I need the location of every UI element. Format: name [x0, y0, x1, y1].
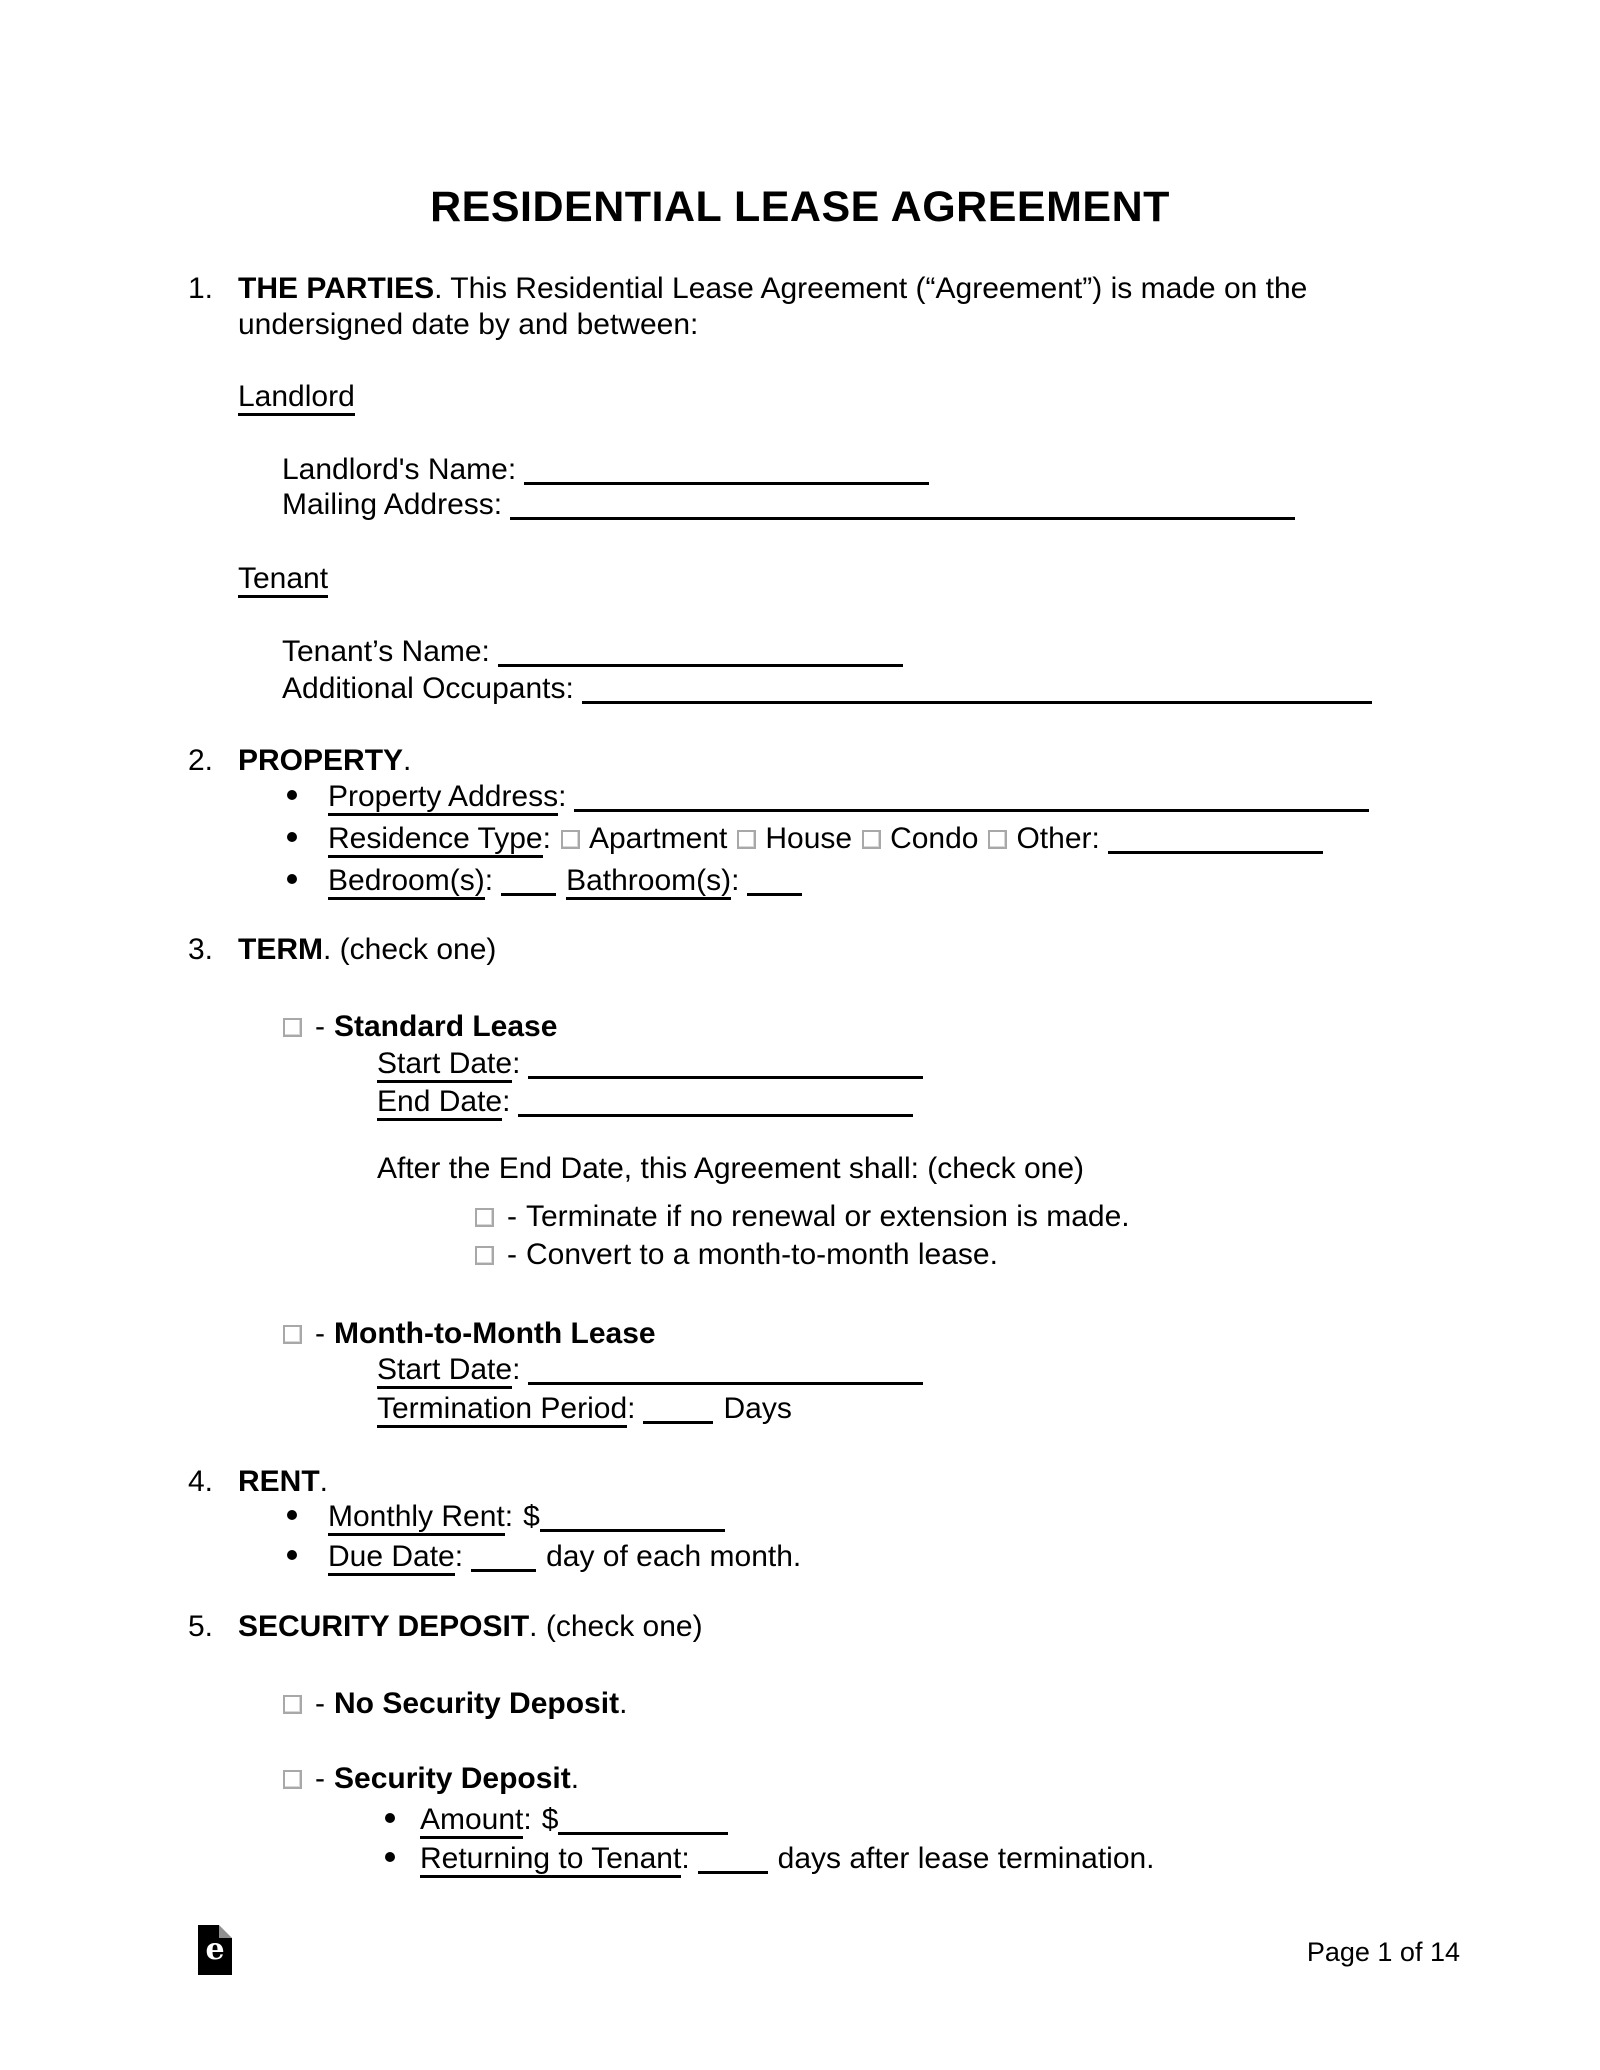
- termination-period-label: Termination Period: [377, 1392, 627, 1428]
- residence-option-house: House: [765, 822, 853, 855]
- colon: :: [502, 1085, 511, 1118]
- returning-row: [385, 1841, 1155, 1877]
- landlord-heading-label: Landlord: [238, 380, 355, 416]
- returning-suffix: days after lease termination.: [777, 1842, 1155, 1875]
- period: .: [570, 1762, 580, 1795]
- residence-type-label: Residence Type: [328, 822, 543, 858]
- colon: :: [512, 1047, 521, 1080]
- no-security-deposit-row: [283, 1686, 627, 1722]
- colon: :: [454, 1540, 464, 1573]
- convert-option-row: [475, 1237, 998, 1273]
- security-deposit-label: Security Deposit: [334, 1762, 571, 1795]
- dash: -: [315, 1762, 325, 1795]
- bullet-icon: [287, 790, 297, 800]
- start-date-label: Start Date: [377, 1353, 512, 1389]
- property-address-label: Property Address: [328, 780, 558, 816]
- section-title: PROPERTY: [238, 744, 404, 777]
- security-deposit-row: [283, 1761, 579, 1797]
- dash: -: [315, 1317, 325, 1350]
- termination-period-row: [377, 1391, 792, 1427]
- standard-end-date-row: [377, 1084, 913, 1120]
- section-title: THE PARTIES: [238, 272, 435, 305]
- standard-end-date-blank-field[interactable]: [518, 1114, 913, 1117]
- landlord-heading: [238, 379, 355, 415]
- bedrooms-blank-field[interactable]: [501, 893, 556, 896]
- page-title: RESIDENTIAL LEASE AGREEMENT: [430, 183, 1170, 231]
- bullet-icon: [287, 874, 297, 884]
- property-address-row: [287, 779, 1369, 815]
- currency-symbol: $: [541, 1803, 559, 1836]
- returning-label: Returning to Tenant: [420, 1842, 681, 1878]
- terminate-option-label: Terminate if no renewal or extension is made.: [526, 1200, 1130, 1233]
- additional-occupants-label: Additional Occupants:: [282, 672, 574, 705]
- termination-period-blank-field[interactable]: [643, 1421, 713, 1424]
- section-term-heading: [188, 932, 496, 968]
- colon: :: [512, 1353, 521, 1386]
- checkbox-convert[interactable]: [475, 1246, 494, 1265]
- terminate-option-row: [475, 1199, 1130, 1235]
- standard-lease-label: Standard Lease: [334, 1010, 558, 1043]
- landlord-name-label: Landlord's Name:: [282, 453, 517, 486]
- colon: :: [523, 1803, 532, 1836]
- section-parties-heading: [188, 271, 1307, 307]
- section-number: 2.: [188, 744, 214, 777]
- bullet-icon: [385, 1813, 395, 1823]
- m2m-start-date-row: [377, 1352, 923, 1388]
- amount-row: [385, 1802, 728, 1838]
- tenant-heading-label: Tenant: [238, 562, 328, 598]
- colon: :: [484, 864, 494, 897]
- checkbox-house[interactable]: [737, 830, 756, 849]
- page-number-indicator: Page 1 of 14: [1306, 1937, 1460, 1967]
- section-suffix: .: [319, 1465, 329, 1498]
- section-suffix: .: [403, 744, 412, 777]
- section-number: 4.: [188, 1465, 214, 1498]
- section-number: 1.: [188, 272, 214, 305]
- tenant-name-row: [282, 634, 903, 670]
- checkbox-security-deposit[interactable]: [283, 1770, 302, 1789]
- bathrooms-blank-field[interactable]: [747, 893, 802, 896]
- checkbox-other[interactable]: [988, 830, 1007, 849]
- due-date-suffix: day of each month.: [546, 1540, 802, 1573]
- bullet-icon: [287, 1550, 297, 1560]
- tenant-heading: [238, 561, 328, 597]
- residence-option-condo: Condo: [890, 822, 979, 855]
- checkbox-no-security-deposit[interactable]: [283, 1695, 302, 1714]
- dash: -: [507, 1238, 517, 1271]
- additional-occupants-row: [282, 671, 1372, 707]
- tenant-name-label: Tenant’s Name:: [282, 635, 490, 668]
- landlord-name-row: [282, 452, 929, 488]
- dash: -: [507, 1200, 517, 1233]
- dash: -: [315, 1010, 325, 1043]
- residence-option-other-label: Other:: [1016, 822, 1100, 855]
- standard-lease-row: [283, 1009, 557, 1045]
- bullet-icon: [287, 1510, 297, 1520]
- m2m-start-date-blank-field[interactable]: [528, 1382, 923, 1385]
- mailing-address-blank-field[interactable]: [510, 517, 1295, 520]
- colon: :: [627, 1392, 636, 1425]
- currency-symbol: $: [523, 1500, 540, 1533]
- no-security-deposit-label: No Security Deposit: [334, 1687, 620, 1720]
- section-rent-heading: [188, 1464, 328, 1500]
- checkbox-month-to-month[interactable]: [283, 1325, 302, 1344]
- residence-type-row: [287, 821, 1323, 857]
- colon: :: [542, 822, 551, 855]
- landlord-name-blank-field[interactable]: [524, 482, 929, 485]
- colon: :: [504, 1500, 514, 1533]
- bullet-icon: [385, 1852, 395, 1862]
- tenant-name-blank-field[interactable]: [498, 664, 903, 667]
- after-end-date-text: After the End Date, this Agreement shall: (check one): [377, 1152, 1085, 1185]
- section-title: TERM: [238, 933, 323, 966]
- month-to-month-row: [283, 1316, 656, 1352]
- residence-option-apartment: Apartment: [588, 822, 728, 855]
- additional-occupants-blank-field[interactable]: [582, 701, 1372, 704]
- monthly-rent-row: [287, 1499, 725, 1535]
- eforms-logo-icon: [198, 1925, 232, 1975]
- property-address-blank-field[interactable]: [574, 809, 1369, 812]
- bathrooms-label: Bathroom(s): [566, 864, 731, 900]
- amount-blank-field[interactable]: [558, 1832, 728, 1835]
- period: .: [619, 1687, 628, 1720]
- monthly-rent-label: Monthly Rent: [328, 1500, 505, 1536]
- section-title: SECURITY DEPOSIT: [238, 1610, 530, 1643]
- standard-start-date-row: [377, 1046, 923, 1082]
- mailing-address-label: Mailing Address:: [282, 488, 503, 521]
- end-date-label: End Date: [377, 1085, 502, 1121]
- mailing-address-row: [282, 487, 1295, 523]
- eforms-logo-letter: e: [205, 1932, 225, 1967]
- checkbox-apartment[interactable]: [561, 830, 580, 849]
- checkbox-standard-lease[interactable]: [283, 1018, 302, 1037]
- colon: :: [681, 1842, 690, 1875]
- dash: -: [315, 1687, 325, 1720]
- bedrooms-label: Bedroom(s): [328, 864, 485, 900]
- section-suffix: . (check one): [323, 933, 497, 966]
- due-date-label: Due Date: [328, 1540, 455, 1576]
- section-parties-intro-line2: undersigned date by and between:: [238, 308, 699, 341]
- returning-blank-field[interactable]: [698, 1871, 768, 1874]
- checkbox-terminate[interactable]: [475, 1208, 494, 1227]
- due-date-blank-field[interactable]: [471, 1569, 536, 1572]
- month-to-month-label: Month-to-Month Lease: [334, 1317, 656, 1350]
- convert-option-label: Convert to a month-to-month lease.: [526, 1238, 998, 1271]
- bed-bath-row: [287, 863, 802, 899]
- colon: :: [731, 864, 740, 897]
- days-suffix: Days: [723, 1392, 792, 1425]
- start-date-label: Start Date: [377, 1047, 512, 1083]
- section-title: RENT: [238, 1465, 320, 1498]
- due-date-row: [287, 1539, 801, 1575]
- residence-other-blank-field[interactable]: [1108, 851, 1323, 854]
- standard-start-date-blank-field[interactable]: [528, 1076, 923, 1079]
- section-intro: . This Residential Lease Agreement (“Agreement”) is made on the: [434, 272, 1308, 305]
- section-property-heading: [188, 743, 411, 779]
- colon: :: [558, 780, 567, 813]
- section-number: 5.: [188, 1610, 214, 1643]
- section-suffix: . (check one): [529, 1610, 703, 1643]
- monthly-rent-blank-field[interactable]: [540, 1529, 725, 1532]
- bullet-icon: [287, 832, 297, 842]
- section-number: 3.: [188, 933, 214, 966]
- amount-label: Amount: [420, 1803, 523, 1839]
- checkbox-condo[interactable]: [862, 830, 881, 849]
- section-security-heading: [188, 1609, 703, 1645]
